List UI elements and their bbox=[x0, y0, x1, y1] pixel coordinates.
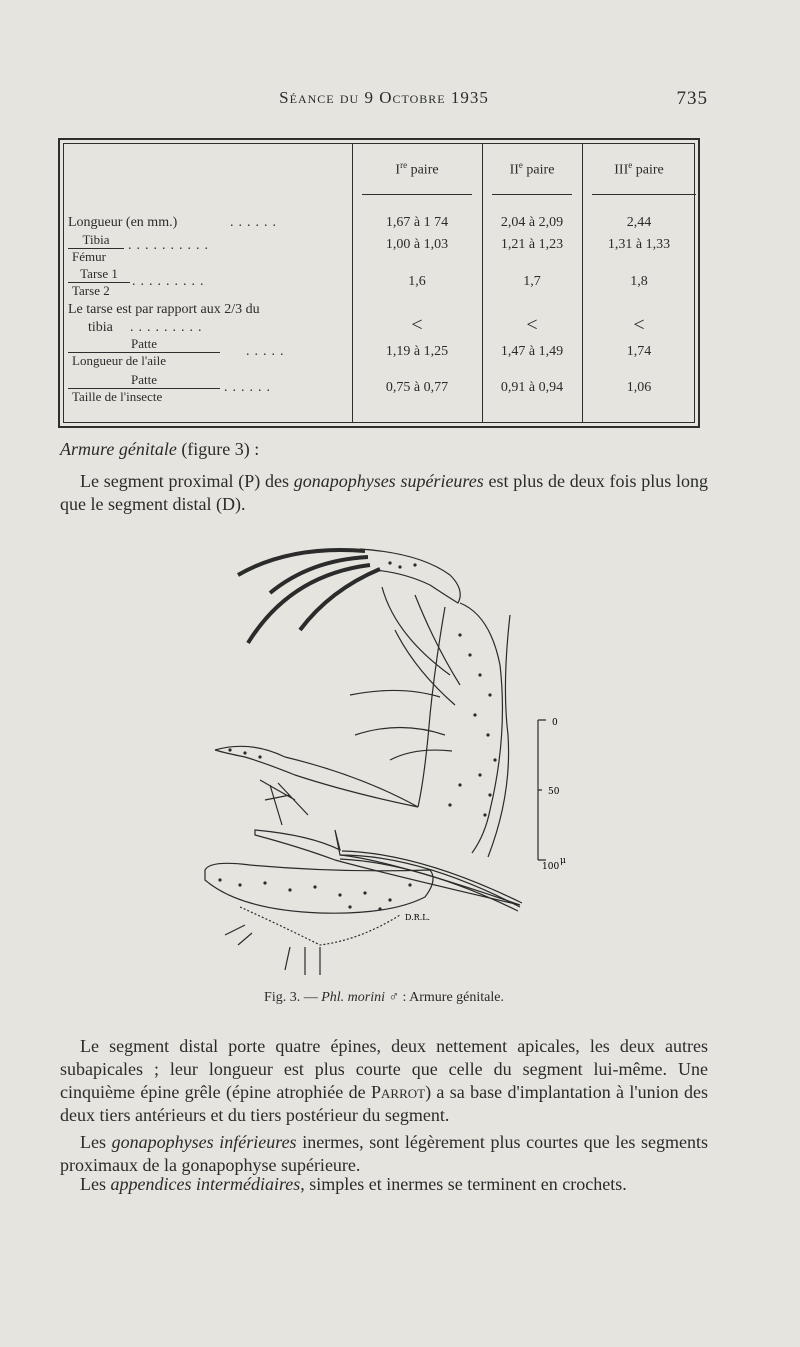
fraction-denominator: Fémur bbox=[72, 249, 106, 264]
inferior-gonapophysis bbox=[215, 746, 418, 807]
page-number: 735 bbox=[676, 88, 708, 109]
text-run: est plus de deux fois plus long que le segment distal (D). bbox=[60, 471, 708, 514]
figure-caption bbox=[60, 990, 708, 1006]
text-run: , simples et inermes se terminent en crochets. bbox=[300, 1174, 627, 1194]
text-run-smallcaps: Parrot bbox=[371, 1082, 426, 1102]
text-run: Les bbox=[80, 1132, 112, 1152]
fraction-bar bbox=[68, 352, 220, 353]
distal-segment bbox=[360, 549, 460, 603]
spine bbox=[300, 569, 380, 630]
table-cell: 1,7 bbox=[523, 274, 541, 289]
text-run: Le segment proximal (P) des bbox=[80, 471, 294, 491]
paragraph-4 bbox=[60, 1173, 708, 1196]
fraction-bar bbox=[68, 282, 130, 283]
table-cell: < bbox=[411, 314, 423, 336]
table-row-fraction bbox=[68, 372, 220, 405]
scale-bar bbox=[538, 720, 546, 860]
table-row-fraction bbox=[68, 336, 220, 369]
leader-dots: ..... bbox=[246, 344, 289, 359]
table-row-label-continued: tibia bbox=[88, 320, 113, 335]
table-column-divider bbox=[582, 143, 583, 423]
lower-segment bbox=[205, 863, 433, 913]
text-run-italic: Phl. morini bbox=[321, 990, 385, 1005]
table-cell: 1,31 à 1,33 bbox=[607, 237, 671, 252]
table-row-label: Longueur (en mm.) bbox=[68, 215, 178, 230]
fraction-numerator: Tarse 1 bbox=[80, 266, 118, 281]
table-column-divider bbox=[352, 143, 353, 423]
table-cell: 2,44 bbox=[626, 215, 652, 230]
fraction-numerator: Patte bbox=[131, 336, 157, 351]
fraction-denominator: Longueur de l'aile bbox=[72, 353, 167, 368]
fraction-denominator: Tarse 2 bbox=[72, 283, 110, 298]
paragraph-2 bbox=[60, 1035, 708, 1127]
leader-dots: ...... bbox=[230, 215, 281, 230]
table-header-pair-2: IIe paire bbox=[509, 160, 555, 178]
running-head bbox=[60, 88, 708, 116]
artist-initials: D.R.L. bbox=[405, 913, 431, 922]
fraction-denominator: Taille de l'insecte bbox=[72, 389, 163, 404]
table-header-pair-1: Ire paire bbox=[395, 160, 439, 178]
text-run-italic: gonapophyses supérieures bbox=[293, 471, 484, 491]
table-cell: < bbox=[633, 314, 645, 336]
section-heading bbox=[60, 438, 708, 461]
table-cell: 1,8 bbox=[630, 274, 648, 289]
table-cell: < bbox=[526, 314, 538, 336]
leader-dots: ......... bbox=[130, 320, 207, 335]
spine bbox=[248, 565, 370, 643]
scale-label: 0 bbox=[552, 718, 558, 728]
table-column-divider bbox=[482, 143, 483, 423]
scale-label: 100 bbox=[542, 862, 560, 872]
paragraph-1 bbox=[60, 470, 708, 516]
spine bbox=[270, 557, 368, 593]
proximal-segment bbox=[460, 603, 502, 853]
table-row-fraction bbox=[68, 266, 130, 299]
hair bbox=[382, 587, 450, 675]
setae bbox=[225, 925, 320, 975]
intermediate-appendage bbox=[488, 615, 510, 857]
setae bbox=[260, 780, 308, 825]
table-cell: 2,04 à 2,09 bbox=[500, 215, 564, 230]
table-cell: 1,67 à 1 74 bbox=[385, 215, 449, 230]
section-title: Armure génitale bbox=[60, 439, 177, 459]
text-run-italic: gonapophyses inférieures bbox=[111, 1132, 297, 1152]
table-cell: 1,21 à 1,23 bbox=[500, 237, 564, 252]
leader-dots: ......... bbox=[132, 274, 209, 289]
fraction-numerator: Patte bbox=[131, 372, 157, 387]
text-run: ) a sa base d'implantation à l'union des deux tiers antérieurs et du tiers postérieur du segment. bbox=[60, 1082, 708, 1125]
table-row-label: Le tarse est par rapport aux 2/3 du bbox=[68, 302, 260, 317]
leader-dots: .......... bbox=[128, 238, 213, 253]
fraction-numerator: Tibia bbox=[82, 232, 110, 247]
hair bbox=[355, 728, 445, 736]
text-run: inermes, sont légèrement plus courtes que les segments proximaux de la gonapophyse supérieure. bbox=[60, 1132, 708, 1175]
text-run: ♂ : Armure génitale. bbox=[385, 990, 504, 1005]
table-row-fraction bbox=[68, 232, 124, 265]
table-cell: 1,74 bbox=[626, 344, 652, 359]
table-cell: 1,47 à 1,49 bbox=[500, 344, 564, 359]
genital-armature-figure bbox=[190, 535, 590, 995]
table-cell: 1,06 bbox=[626, 380, 652, 395]
table-header-pair-3: IIIe paire bbox=[614, 160, 664, 178]
section-title-suffix: (figure 3) : bbox=[181, 439, 260, 459]
fraction-bar bbox=[68, 248, 124, 249]
table-header-rule bbox=[592, 194, 696, 195]
proximal-segment-inner bbox=[418, 607, 445, 807]
table-cell: 0,75 à 0,77 bbox=[385, 380, 449, 395]
running-head-title: Séance du 9 Octobre 1935 bbox=[279, 88, 489, 107]
table-header-rule bbox=[362, 194, 472, 195]
text-run: Fig. 3. — bbox=[264, 990, 322, 1005]
table-cell: 1,19 à 1,25 bbox=[385, 344, 449, 359]
scale-unit: μ bbox=[560, 856, 566, 866]
text-run-italic: appendices intermédiaires bbox=[110, 1174, 301, 1194]
table-cell: 1,00 à 1,03 bbox=[385, 237, 449, 252]
scale-label: 50 bbox=[548, 787, 560, 797]
table-cell: 1,6 bbox=[408, 274, 426, 289]
paragraph-3 bbox=[60, 1131, 708, 1177]
leader-dots: ...... bbox=[224, 380, 275, 395]
text-run: Les bbox=[80, 1174, 111, 1194]
table-header-rule bbox=[492, 194, 572, 195]
text-run: Le segment distal porte quatre épines, deux nettement apicales, les deux autres subapicales ; leur longueur est plus courte que celle du segment lui-même. Une cinquième épine grêle (épine atrophiée de bbox=[60, 1036, 708, 1102]
fraction-bar bbox=[68, 388, 220, 389]
hair bbox=[390, 750, 452, 760]
measurements-table bbox=[58, 138, 700, 428]
table-cell: 0,91 à 0,94 bbox=[500, 380, 564, 395]
hair bbox=[350, 690, 440, 697]
